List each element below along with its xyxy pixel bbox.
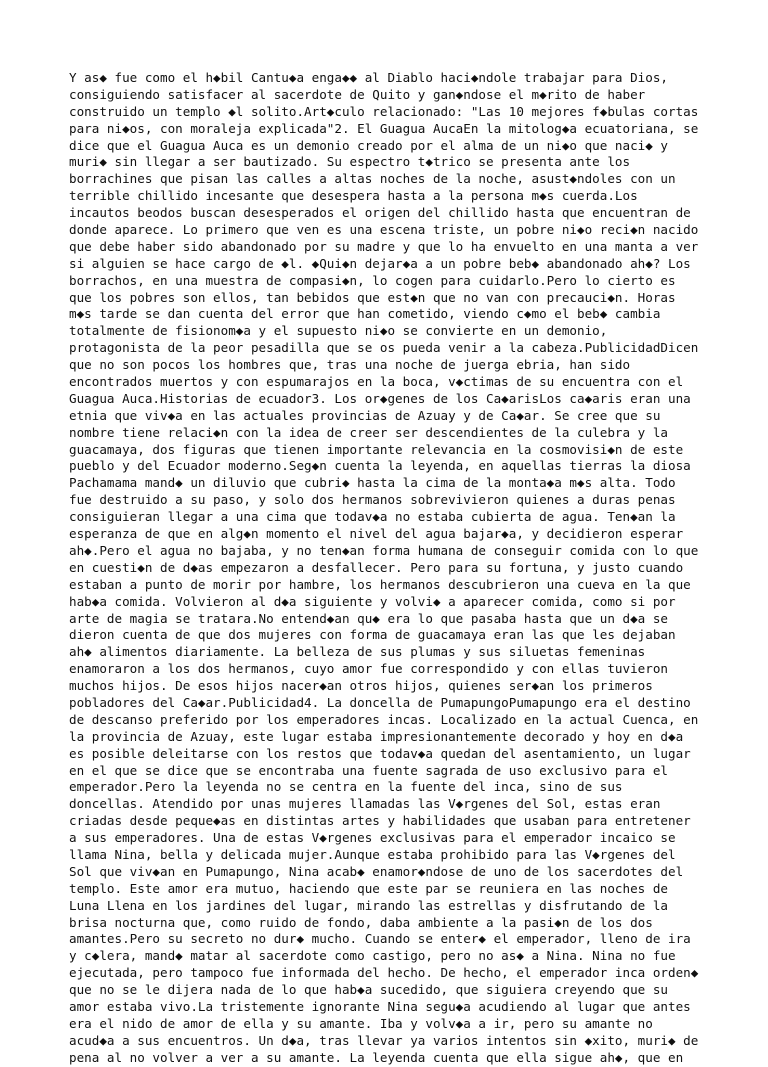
text-line: Luna Llena en los jardines del lugar, mirando las estrellas y disfrutando de la [69, 897, 668, 913]
text-line: terrible chillido incesante que desespera hasta a la persona m◆s cuerda.Los [69, 188, 638, 204]
text-line: Pachamama mand◆ un diluvio que cubri◆ hasta la cima de la monta◆a m◆s alta. Todo [69, 475, 676, 491]
text-line: donde aparece. Lo primero que ven es una escena triste, un pobre ni◆o reci◆n nacido [69, 222, 699, 238]
text-line: doncellas. Atendido por unas mujeres llamadas las V◆rgenes del Sol, estas eran [69, 796, 661, 812]
text-line: estaban a punto de morir por hambre, los hermanos descubrieron una cueva en la que [69, 576, 691, 592]
text-line: fue destruido a su paso, y solo dos hermanos sobrevivieron quienes a duras penas [69, 492, 676, 508]
text-line: enamoraron a los dos hermanos, cuyo amor fue correspondido y con ellas tuvieron [69, 661, 668, 677]
text-line: pueblo y del Ecuador moderno.Seg◆n cuenta la leyenda, en aquellas tierras la diosa [69, 458, 691, 474]
text-line: amantes.Pero su secreto no dur◆ mucho. Cuando se enter◆ el emperador, lleno de ira [69, 931, 691, 947]
text-line: totalmente de fisionom◆a y el supuesto ni◆o se convierte en un demonio, [69, 323, 608, 339]
text-line: dice que el Guagua Auca es un demonio creado por el alma de un ni◆o que naci◆ y [69, 137, 668, 153]
text-line: hab◆a comida. Volvieron al d◆a siguiente y volvi◆ a aparecer comida, como si por [69, 593, 676, 609]
text-line: Sol que viv◆an en Pumapungo, Nina acab◆ enamor◆ndose de uno de los sacerdotes del [69, 863, 684, 879]
text-line: ah◆ alimentos diariamente. La belleza de sus plumas y sus siluetas femeninas [69, 644, 646, 660]
text-line: en cuesti◆n de d◆as empezaron a desfallecer. Pero para su fortuna, y justo cuando [69, 559, 684, 575]
text-line: en el que se dice que se encontraba una fuente sagrada de uso exclusivo para el [69, 762, 668, 778]
text-line: muchos hijos. De esos hijos nacer◆an otros hijos, quienes ser◆an los primeros [69, 678, 653, 694]
text-line: amor estaba vivo.La tristemente ignorante Nina segu◆a acudiendo al lugar que antes [69, 998, 691, 1014]
text-line: esperanza de que en alg◆n momento el nivel del agua bajar◆a, y decidieron esperar [69, 526, 684, 542]
text-line: que no se le dijera nada de lo que hab◆a sucedido, que siguiera creyendo que su [69, 982, 668, 998]
text-line: m◆s tarde se dan cuenta del error que han cometido, viendo c◆mo el beb◆ cambia [69, 306, 661, 322]
text-line: muri◆ sin llegar a ser bautizado. Su espectro t◆trico se presenta ante los [69, 154, 631, 170]
text-line: para ni◆os, con moraleja explicada"2. El Guagua AucaEn la mitolog◆a ecuatoriana, se [69, 120, 699, 136]
text-line: llama Nina, bella y delicada mujer.Aunque estaba prohibido para las V◆rgenes del [69, 846, 676, 862]
document-body-text [69, 70, 709, 1067]
text-line: etnia que viv◆a en las actuales provincias de Azuay y de Ca◆ar. Se cree que su [69, 407, 661, 423]
text-line: criadas desde peque◆as en distintas artes y habilidades que usaban para entretener [69, 813, 691, 829]
text-line: ejecutada, pero tampoco fue informada del hecho. De hecho, el emperador inca orden◆ [69, 965, 699, 981]
text-line: la provincia de Azuay, este lugar estaba impresionantemente decorado y hoy en d◆a [69, 728, 684, 744]
text-line: templo. Este amor era mutuo, haciendo que este par se reuniera en las noches de [69, 880, 668, 896]
text-line: borrachos, en una muestra de compasi◆n, lo cogen para cuidarlo.Pero lo cierto es [69, 272, 676, 288]
text-line: acud◆a a sus encuentros. Un d◆a, tras llevar ya varios intentos sin ◆xito, muri◆ de [69, 1032, 699, 1048]
text-line: dieron cuenta de que dos mujeres con forma de guacamaya eran las que les dejaban [69, 627, 676, 643]
text-line: brisa nocturna que, como ruido de fondo, daba ambiente a la pasi◆n de los dos [69, 914, 653, 930]
text-line: que los pobres son ellos, tan bebidos que est◆n que no van con precauci◆n. Horas [69, 289, 676, 305]
text-line: era el nido de amor de ella y su amante. Iba y volv◆a a ir, pero su amante no [69, 1015, 653, 1031]
text-line: que no son pocos los hombres que, tras una noche de juerga ebria, han sido [69, 357, 631, 373]
text-line: incautos beodos buscan desesperados el origen del chillido hasta que encuentran de [69, 205, 691, 221]
text-line: Y as◆ fue como el h◆bil Cantu◆a enga◆◆ al Diablo haci◆ndole trabajar para Dios, [69, 70, 668, 85]
text-line: Guagua Auca.Historias de ecuador3. Los or◆genes de los Ca◆arisLos ca◆aris eran una [69, 390, 691, 406]
text-line: de descanso preferido por los emperadores incas. Localizado en la actual Cuenca, en [69, 711, 699, 727]
text-line: nombre tiene relaci◆n con la idea de creer ser descendientes de la culebra y la [69, 424, 668, 440]
text-line: ah◆.Pero el agua no bajaba, y no ten◆an forma humana de conseguir comida con lo que [69, 542, 699, 558]
text-line: encontrados muertos y con espumarajos en la boca, v◆ctimas de su encuentra con el [69, 374, 684, 390]
text-line: pena al no volver a ver a su amante. La leyenda cuenta que ella sigue ah◆, que en [69, 1049, 684, 1065]
text-line: guacamaya, dos figuras que tienen importante relevancia en la cosmovisi◆n de este [69, 441, 684, 457]
text-line: arte de magia se tratara.No entend◆an qu◆ era lo que pasaba hasta que un d◆a se [69, 610, 668, 626]
text-line: a sus emperadores. Una de estas V◆rgenes exclusivas para el emperador incaico se [69, 830, 676, 846]
text-line: construido un templo ◆l solito.Art◆culo relacionado: "Las 10 mejores f◆bulas cortas [69, 103, 699, 119]
text-line: y c◆lera, mand◆ matar al sacerdote como castigo, pero no as◆ a Nina. Nina no fue [69, 948, 676, 964]
text-line: que debe haber sido abandonado por su madre y que lo ha envuelto en una manta a ver [69, 238, 699, 254]
text-line: si alguien se hace cargo de ◆l. ◆Qui◆n dejar◆a a un pobre beb◆ abandonado ah◆? Los [69, 255, 691, 271]
text-line: consiguieran llegar a una cima que todav◆a no estaba cubierta de agua. Ten◆an la [69, 509, 676, 525]
text-line: consiguiendo satisfacer al sacerdote de Quito y gan◆ndose el m◆rito de haber [69, 86, 646, 102]
text-line: protagonista de la peor pesadilla que se os pueda venir a la cabeza.PublicidadDicen [69, 340, 699, 356]
text-line: emperador.Pero la leyenda no se centra en la fuente del inca, sino de sus [69, 779, 623, 795]
text-line: es posible deleitarse con los restos que todav◆a quedan del asentamiento, un lugar [69, 745, 691, 761]
text-line: pobladores del Ca◆ar.Publicidad4. La doncella de PumapungoPumapungo era el destino [69, 694, 691, 710]
text-line: borrachines que pisan las calles a altas noches de la noche, asust◆ndoles con un [69, 171, 676, 187]
